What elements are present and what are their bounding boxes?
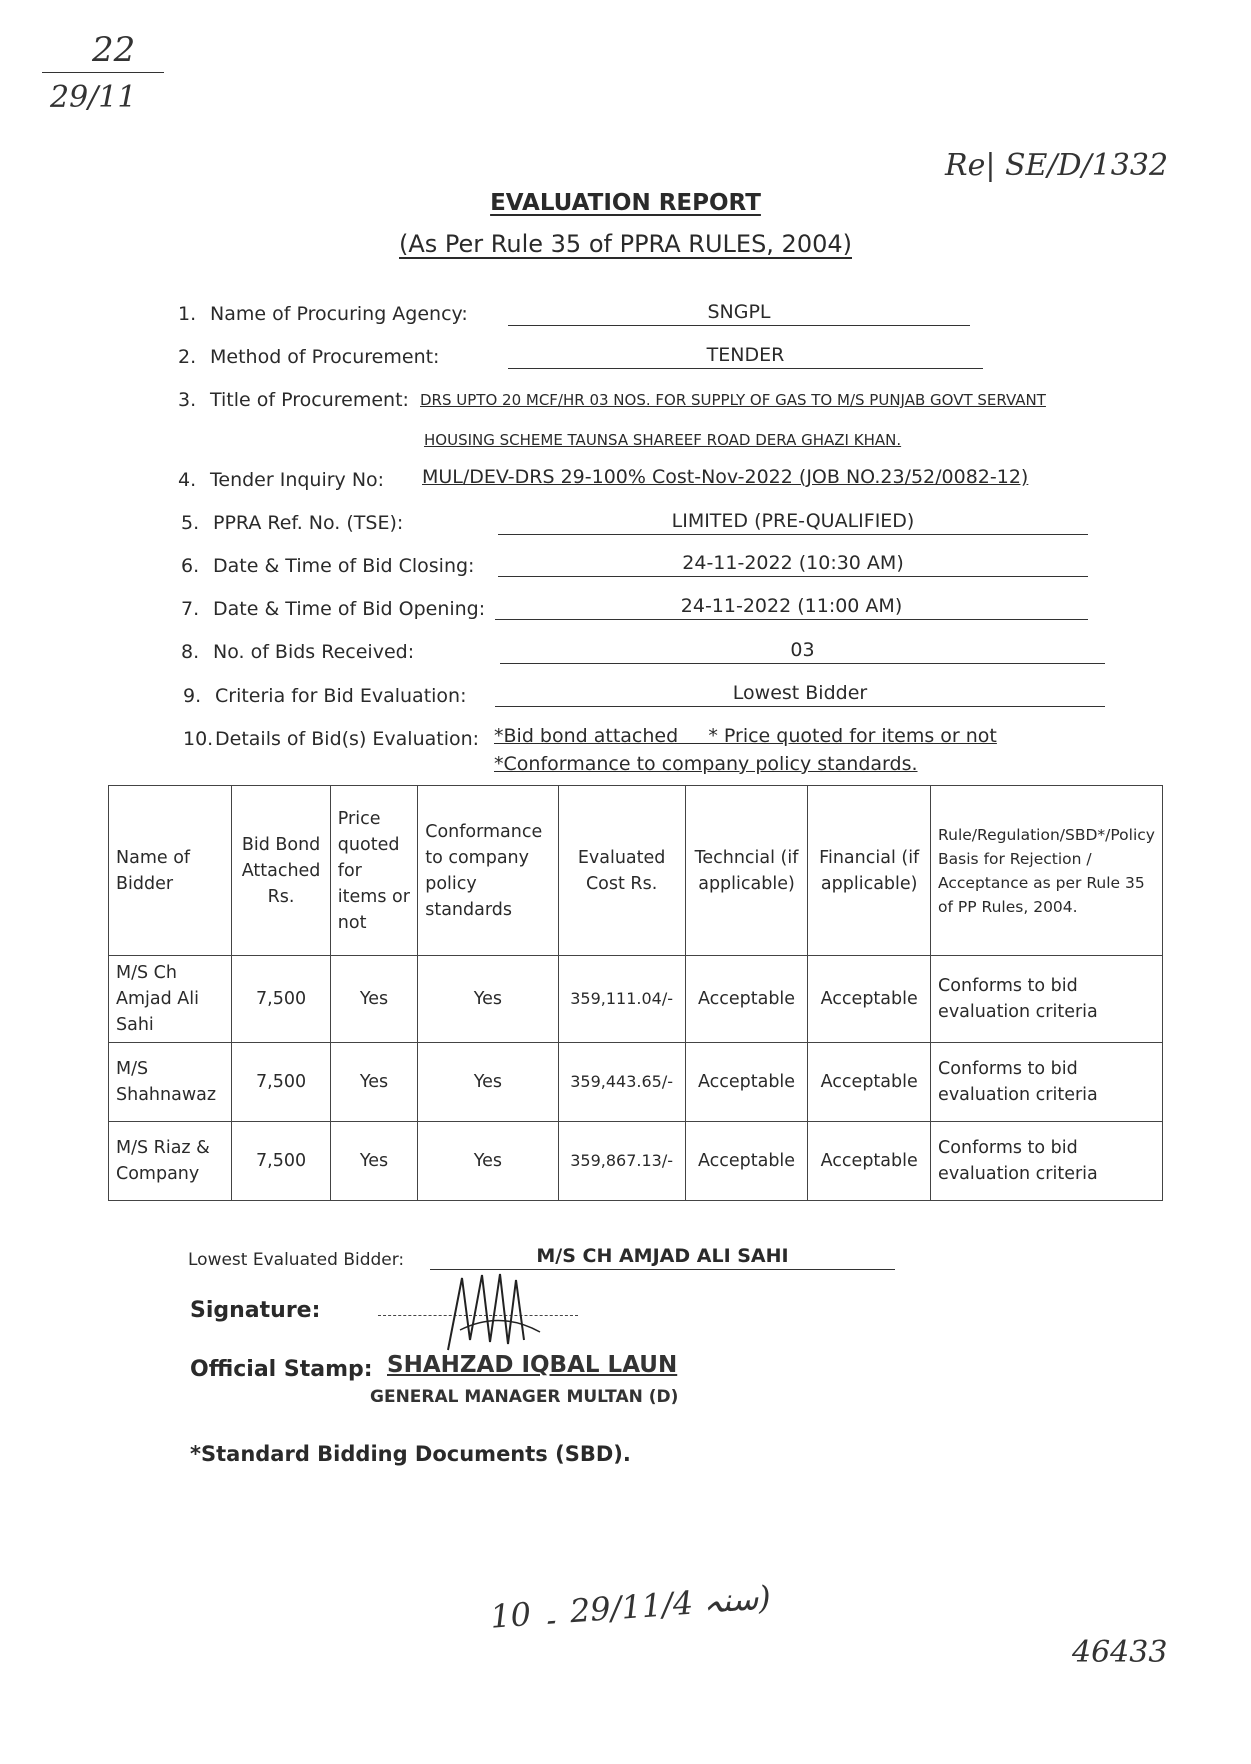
field-evaluation-details — [183, 728, 479, 750]
cell-price-quoted: Yes — [330, 1122, 417, 1201]
handwritten-date: 29/11 — [50, 80, 137, 115]
table-row — [109, 1122, 1163, 1201]
cell-financial: Acceptable — [808, 956, 931, 1043]
field-label: Date & Time of Bid Closing: — [213, 555, 475, 577]
field-bid-closing — [181, 555, 474, 577]
cell-technical: Acceptable — [685, 1122, 808, 1201]
cell-conformance: Yes — [418, 1122, 558, 1201]
field-value-bids-received: 03 — [500, 639, 1105, 664]
field-evaluation-criteria — [183, 685, 467, 707]
field-method — [178, 346, 439, 368]
handwritten-bottom-note: 10 سنہ 29/11/4 ۔) — [489, 1578, 773, 1636]
header-technical: Techncial (if applicable) — [685, 786, 808, 956]
field-value-title-line2: HOUSING SCHEME TAUNSA SHAREEF ROAD DERA GHAZI KHAN. — [424, 431, 902, 449]
field-number: 5. — [181, 512, 200, 534]
field-number: 6. — [181, 555, 200, 577]
cell-financial: Acceptable — [808, 1043, 931, 1122]
page-subtitle: (As Per Rule 35 of PPRA RULES, 2004) — [399, 230, 852, 258]
header-bid-bond: Bid Bond Attached Rs. — [232, 786, 330, 956]
field-label: Date & Time of Bid Opening: — [213, 598, 486, 620]
field-number: 3. — [178, 389, 197, 411]
signature-label: Signature: — [190, 1298, 321, 1323]
handwritten-page-number: 22 — [92, 30, 136, 70]
cell-price-quoted: Yes — [330, 1043, 417, 1122]
signature-scribble-icon — [440, 1270, 560, 1365]
field-value-title-line1: DRS UPTO 20 MCF/HR 03 NOS. FOR SUPPLY OF GAS TO M/S PUNJAB GOVT SERVANT — [420, 391, 1046, 409]
cell-price-quoted: Yes — [330, 956, 417, 1043]
field-number: 9. — [183, 685, 202, 707]
bid-evaluation-table — [108, 785, 1163, 1201]
table-row — [109, 956, 1163, 1043]
cell-technical: Acceptable — [685, 956, 808, 1043]
field-bid-opening — [181, 598, 485, 620]
header-price-quoted: Price quoted for items or not — [330, 786, 417, 956]
cell-rule-basis: Conforms to bid evaluation criteria — [931, 956, 1163, 1043]
field-number: 10. — [183, 728, 214, 750]
official-stamp-label: Official Stamp: — [190, 1357, 373, 1382]
field-label: Criteria for Bid Evaluation: — [215, 685, 467, 707]
field-label: No. of Bids Received: — [213, 641, 415, 663]
cell-bid-bond: 7,500 — [232, 1122, 330, 1201]
header-name-of-bidder: Name of Bidder — [109, 786, 232, 956]
table-header-row — [109, 786, 1163, 956]
cell-bidder-name: M/S Riaz & Company — [109, 1122, 232, 1201]
footnote-sbd: *Standard Bidding Documents (SBD). — [190, 1442, 631, 1466]
header-financial: Financial (if applicable) — [808, 786, 931, 956]
handwritten-divider — [42, 72, 164, 73]
handwritten-bottom-number: 46433 — [1072, 1635, 1168, 1670]
table-row — [109, 1043, 1163, 1122]
field-value-method: TENDER — [508, 344, 983, 369]
field-title-of-procurement — [178, 389, 409, 411]
lowest-bidder-label: Lowest Evaluated Bidder: — [188, 1250, 405, 1270]
field-ppra-ref — [181, 512, 403, 534]
field-tender-inquiry — [178, 469, 384, 491]
field-value-procuring-agency: SNGPL — [508, 301, 970, 326]
field-label: Name of Procuring Agency: — [210, 303, 468, 325]
handwritten-reference: Re| SE/D/1332 — [945, 148, 1169, 183]
field-number: 8. — [181, 641, 200, 663]
field-bids-received — [181, 641, 414, 663]
cell-rule-basis: Conforms to bid evaluation criteria — [931, 1122, 1163, 1201]
field-number: 1. — [178, 303, 197, 325]
field-number: 4. — [178, 469, 197, 491]
field-value-evaluation-details-line1: *Bid bond attached * Price quoted for items or not — [494, 725, 997, 747]
field-number: 2. — [178, 346, 197, 368]
field-value-bid-opening: 24-11-2022 (11:00 AM) — [495, 595, 1088, 620]
cell-rule-basis: Conforms to bid evaluation criteria — [931, 1043, 1163, 1122]
field-value-evaluation-details-line2: *Conformance to company policy standards. — [494, 753, 918, 775]
cell-evaluated-cost: 359,867.13/- — [558, 1122, 685, 1201]
field-procuring-agency — [178, 303, 468, 325]
cell-bid-bond: 7,500 — [232, 1043, 330, 1122]
field-value-ppra-ref: LIMITED (PRE-QUALIFIED) — [498, 510, 1088, 535]
lowest-bidder-value: M/S CH AMJAD ALI SAHI — [430, 1245, 895, 1270]
field-label: Tender Inquiry No: — [210, 469, 385, 491]
stamp-name: SHAHZAD IQBAL LAUN — [387, 1352, 678, 1378]
field-value-bid-closing: 24-11-2022 (10:30 AM) — [498, 552, 1088, 577]
header-conformance: Conformance to company policy standards — [418, 786, 558, 956]
field-value-evaluation-criteria: Lowest Bidder — [495, 682, 1105, 707]
cell-evaluated-cost: 359,111.04/- — [558, 956, 685, 1043]
cell-bidder-name: M/S Ch Amjad Ali Sahi — [109, 956, 232, 1043]
cell-bidder-name: M/S Shahnawaz — [109, 1043, 232, 1122]
field-label: PPRA Ref. No. (TSE): — [213, 512, 404, 534]
cell-conformance: Yes — [418, 1043, 558, 1122]
field-label: Details of Bid(s) Evaluation: — [215, 728, 480, 750]
field-value-tender-inquiry: MUL/DEV-DRS 29-100% Cost-Nov-2022 (JOB NO.23/52/0082-12) — [422, 466, 1029, 488]
cell-evaluated-cost: 359,443.65/- — [558, 1043, 685, 1122]
page-title: EVALUATION REPORT — [490, 190, 761, 216]
field-label: Title of Procurement: — [210, 389, 409, 411]
field-number: 7. — [181, 598, 200, 620]
cell-bid-bond: 7,500 — [232, 956, 330, 1043]
cell-technical: Acceptable — [685, 1043, 808, 1122]
header-rule-basis: Rule/Regulation/SBD*/Policy Basis for Rejection / Acceptance as per Rule 35 of PP Rules, 2004. — [931, 786, 1163, 956]
cell-financial: Acceptable — [808, 1122, 931, 1201]
cell-conformance: Yes — [418, 956, 558, 1043]
stamp-title: GENERAL MANAGER MULTAN (D) — [370, 1387, 679, 1407]
header-evaluated-cost: Evaluated Cost Rs. — [558, 786, 685, 956]
field-label: Method of Procurement: — [210, 346, 440, 368]
